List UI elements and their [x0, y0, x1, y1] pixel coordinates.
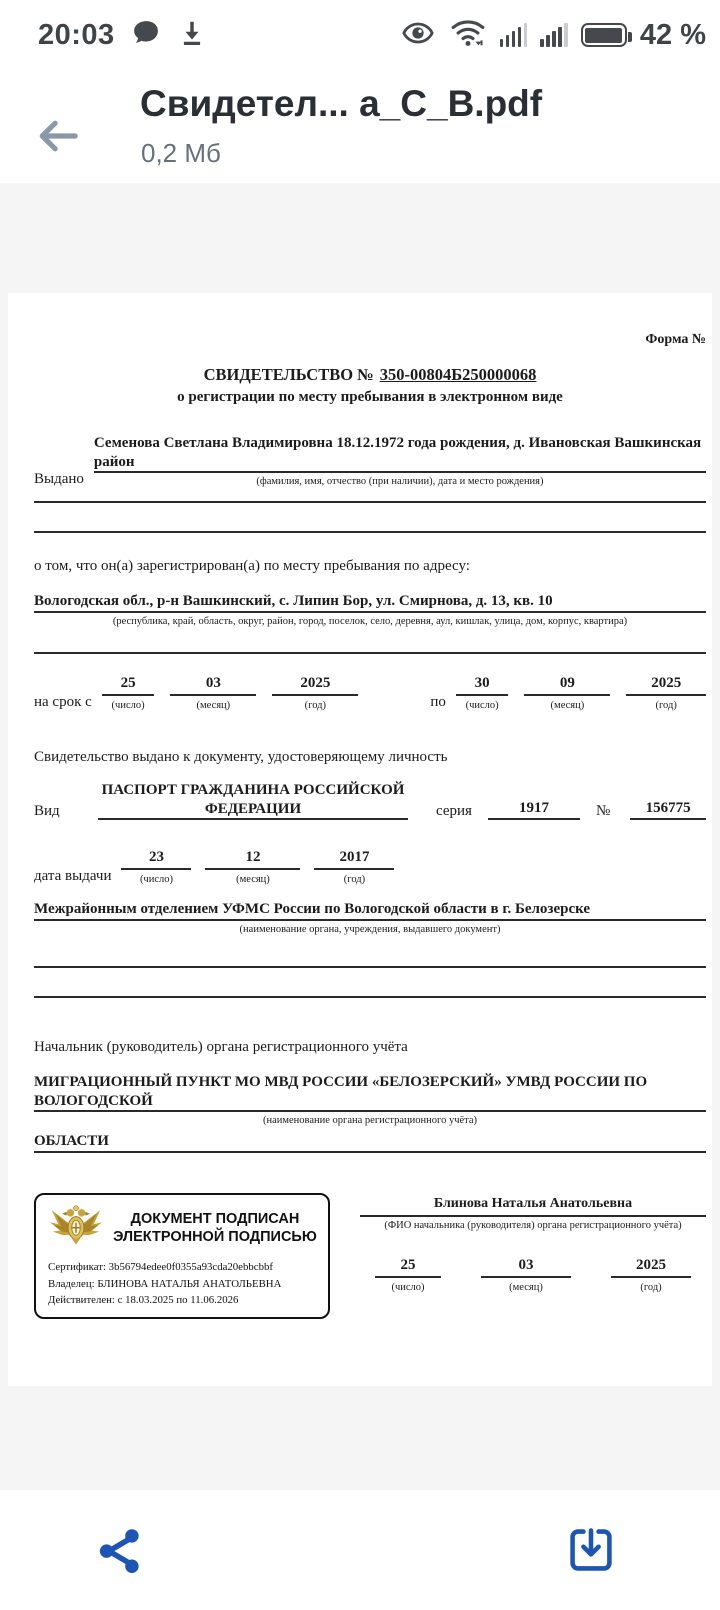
file-size: 0,2 Мб	[141, 138, 221, 168]
wifi-icon	[449, 17, 487, 54]
month-caption: (месяц)	[550, 699, 585, 711]
app-header	[0, 70, 720, 183]
period-to-label: по	[430, 694, 446, 711]
year-caption: (год)	[304, 699, 326, 711]
kind-label: Вид	[34, 802, 60, 819]
sign-date-year: 2025	[611, 1256, 691, 1278]
eye-icon	[400, 18, 436, 53]
status-bar	[0, 0, 720, 70]
download-status-icon	[177, 18, 207, 53]
bottom-toolbar	[0, 1490, 720, 1610]
year-caption: (год)	[655, 699, 677, 711]
sign-date-month: 03	[481, 1256, 571, 1278]
number-label: №	[595, 802, 611, 819]
series-label: серия	[436, 802, 472, 819]
month-caption: (месяц)	[509, 1281, 543, 1293]
download-button[interactable]	[559, 1518, 623, 1582]
signal-sim1-icon	[500, 23, 528, 47]
issued-label: Выдано	[34, 470, 84, 487]
issued-caption: (фамилия, имя, отчество (при наличии), дата и место рождения)	[256, 476, 544, 488]
number-value: 156775	[630, 799, 706, 821]
month-caption: (месяц)	[236, 874, 270, 885]
signer-caption: (ФИО начальника (руководителя) органа регистрационного учёта)	[384, 1219, 682, 1231]
issue-date-year: 2017	[314, 848, 394, 870]
reg-authority-caption: (наименование органа регистрационного учёта)	[262, 1115, 478, 1127]
mvd-emblem-icon	[48, 1204, 104, 1252]
back-arrow-icon	[35, 116, 81, 156]
period-to-day: 30	[456, 674, 509, 696]
head-label: Начальник (руководитель) органа регистрационного учёта	[34, 1039, 408, 1055]
kind-value-line1: ПАСПОРТ ГРАЖДАНИНА РОССИЙСКОЙ	[101, 781, 405, 798]
clock: 20:03	[38, 18, 115, 51]
authority-value: Межрайонным отделением УФМС России по Вологодской области в г. Белозерске	[34, 900, 706, 921]
signature-row	[34, 1193, 706, 1319]
period-row	[34, 674, 706, 712]
period-from-year: 2025	[272, 674, 358, 696]
reg-authority-line2: ОБЛАСТИ	[34, 1132, 706, 1153]
stamp-title-line1: ДОКУМЕНТ ПОДПИСАН	[130, 1210, 300, 1227]
issued-value: Семенова Светлана Владимировна 18.12.1972 года рождения, д. Ивановская Вашкинская район	[94, 434, 706, 474]
document-kind-row	[34, 781, 706, 821]
stamp-certificate: Сертификат: 3b56794edee0f0355a93cda20ebbcbbf	[48, 1260, 273, 1273]
battery-icon	[581, 23, 627, 47]
issue-date-label: дата выдачи	[34, 868, 112, 885]
registered-text: о том, что он(а) зарегистрирован(а) по месту пребывания по адресу:	[34, 557, 470, 574]
address-caption: (республика, край, область, округ, район, город, поселок, село, деревня, аул, кишлак, улица, дом, корпус, квартира)	[112, 616, 628, 627]
day-caption: (число)	[111, 699, 145, 711]
certificate-number: 350-00804Б250000068	[379, 364, 537, 384]
issue-date-day: 23	[121, 848, 191, 870]
continuation-line	[34, 988, 706, 998]
message-icon	[131, 18, 161, 53]
battery-percent: 42 %	[639, 18, 706, 51]
document-subtitle: о регистрации по месту пребывания в электронном виде	[177, 389, 563, 406]
year-caption: (год)	[343, 874, 366, 885]
download-icon	[565, 1524, 617, 1576]
issued-row	[34, 434, 706, 489]
pdf-page	[8, 293, 712, 1386]
continuation-line	[34, 493, 706, 503]
day-caption: (число)	[391, 1281, 425, 1293]
share-icon	[94, 1524, 146, 1576]
signer-name: Блинова Наталья Анатольевна	[360, 1195, 706, 1217]
authority-caption: (наименование органа, учреждения, выдавшего документ)	[239, 923, 501, 935]
year-caption: (год)	[640, 1281, 662, 1293]
period-from-label: на срок с	[34, 694, 92, 711]
stamp-validity: Действителен: с 18.03.2025 по 11.06.2026	[48, 1294, 239, 1307]
issue-date-month: 12	[205, 848, 300, 870]
period-from-day: 25	[102, 674, 155, 696]
digital-signature-stamp	[34, 1193, 330, 1319]
day-caption: (число)	[465, 699, 499, 711]
reg-authority-line1: МИГРАЦИОННЫЙ ПУНКТ МО МВД РОССИИ «БЕЛОЗЕРСКИЙ» УМВД РОССИИ ПО ВОЛОГОДСКОЙ	[34, 1073, 706, 1113]
continuation-line	[34, 644, 706, 654]
document-title: СВИДЕТЕЛЬСТВО № 350-00804Б250000068	[203, 364, 537, 384]
form-number-label: Форма №	[645, 332, 706, 347]
pdf-viewer[interactable]	[0, 183, 720, 1490]
period-to-month: 09	[524, 674, 610, 696]
series-value: 1917	[488, 799, 580, 821]
kind-value-line2: ФЕДЕРАЦИИ	[204, 800, 302, 817]
file-title: Свидетел... а_С_В.pdf	[140, 83, 543, 124]
share-button[interactable]	[88, 1518, 152, 1582]
back-button[interactable]	[30, 108, 86, 164]
address-value: Вологодская обл., р-н Вашкинский, с. Липин Бор, ул. Смирнова, д. 13, кв. 10	[34, 592, 706, 613]
continuation-line	[34, 958, 706, 968]
day-caption: (число)	[139, 874, 173, 885]
period-to-year: 2025	[626, 674, 706, 696]
stamp-owner: Владелец: БЛИНОВА НАТАЛЬЯ АНАТОЛЬЕВНА	[48, 1277, 282, 1290]
issue-date-row	[34, 848, 706, 886]
signal-sim2-icon	[540, 23, 568, 47]
month-caption: (месяц)	[196, 699, 231, 711]
continuation-line	[34, 523, 706, 533]
sign-date-day: 25	[375, 1256, 441, 1278]
stamp-title-line2: ЭЛЕКТРОННОЙ ПОДПИСЬЮ	[113, 1229, 317, 1245]
identity-text: Свидетельство выдано к документу, удостоверяющему личность	[34, 749, 448, 765]
period-from-month: 03	[170, 674, 256, 696]
